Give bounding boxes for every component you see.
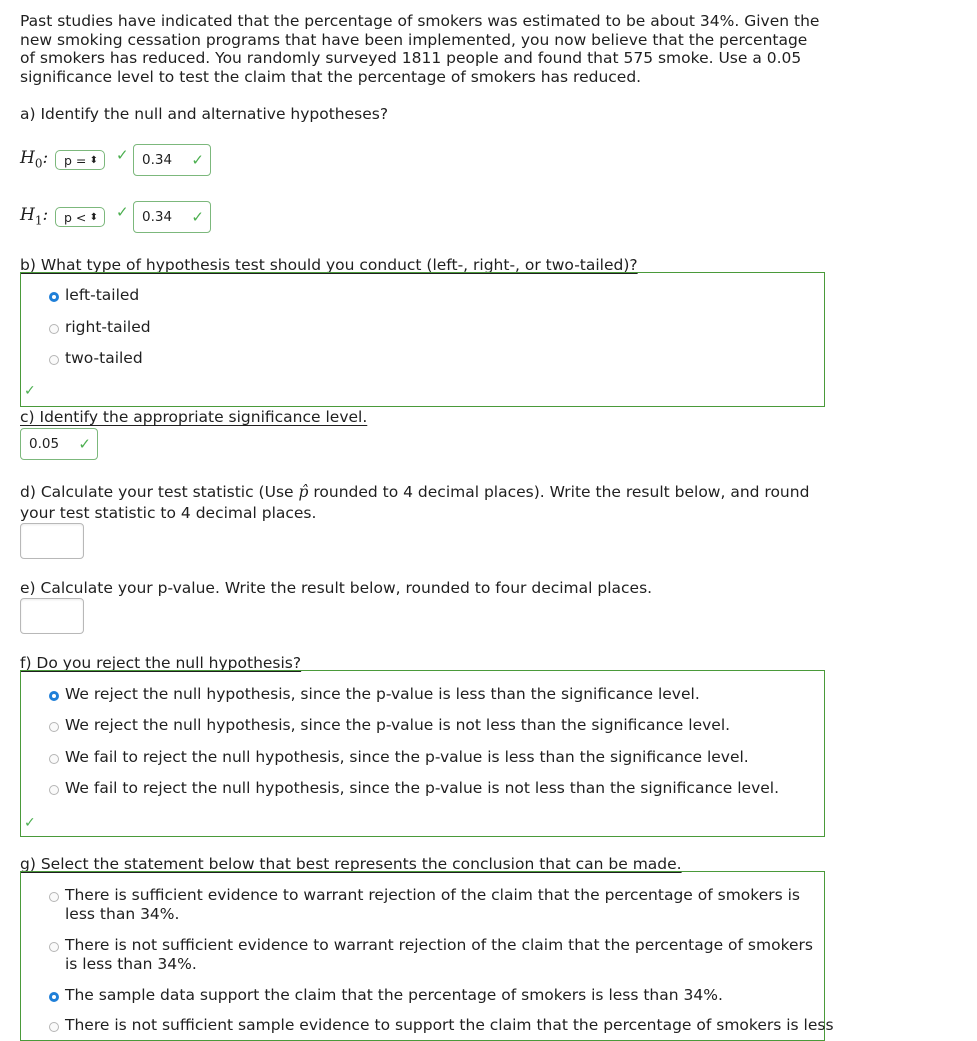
h0-value-field[interactable] — [133, 144, 211, 176]
check-icon: ✓ — [24, 383, 36, 399]
f-option-2[interactable]: We reject the null hypothesis, since the p-value is not less than the significance level. — [65, 716, 731, 734]
h1-value-field[interactable] — [133, 201, 211, 233]
question-a: a) Identify the null and alternative hypotheses? — [20, 105, 389, 123]
radio-two-tailed[interactable] — [49, 355, 59, 365]
question-b: b) What type of hypothesis test should you conduct (left-, right-, or two-tailed)? — [20, 256, 638, 274]
f-option-3[interactable]: We fail to reject the null hypothesis, since the p-value is less than the significance level. — [65, 748, 749, 766]
select-arrows-icon: ⬍ — [89, 155, 98, 166]
radio-f-option-2[interactable] — [49, 722, 59, 732]
g-option-4[interactable]: There is not sufficient sample evidence to support the claim that the percentage of smokers is less — [65, 1016, 834, 1034]
select-arrows-icon: ⬍ — [89, 212, 98, 223]
g-option-3[interactable]: The sample data support the claim that the percentage of smokers is less than 34%. — [65, 986, 723, 1004]
check-icon: ✓ — [116, 203, 129, 221]
question-e: e) Calculate your p-value. Write the result below, rounded to four decimal places. — [20, 579, 653, 597]
h1-operator-select[interactable] — [55, 207, 105, 227]
g-option-2[interactable]: There is not sufficient evidence to warrant rejection of the claim that the percentage of smokers is less than 34%. — [65, 936, 813, 973]
option-two-tailed[interactable]: two-tailed — [65, 349, 143, 367]
check-icon: ✓ — [191, 151, 204, 169]
question-g: g) Select the statement below that best represents the conclusion that can be made. — [20, 855, 682, 873]
test-statistic-input[interactable] — [20, 523, 84, 559]
radio-left-tailed[interactable] — [49, 292, 59, 302]
h1-label: $H_1$: — [20, 205, 49, 228]
h1-operator-value: p < — [64, 210, 87, 225]
radio-right-tailed[interactable] — [49, 324, 59, 334]
significance-level-field[interactable] — [20, 428, 98, 460]
f-option-4[interactable]: We fail to reject the null hypothesis, since the p-value is not less than the significance level. — [65, 779, 780, 797]
question-f: f) Do you reject the null hypothesis? — [20, 654, 302, 672]
radio-f-option-1[interactable] — [49, 691, 59, 701]
h0-value: 0.34 — [142, 152, 173, 168]
h0-label: $H_0$: — [20, 148, 49, 171]
option-right-tailed[interactable]: right-tailed — [65, 318, 151, 336]
radio-g-option-1[interactable] — [49, 892, 59, 902]
part-b-options-box — [20, 272, 825, 407]
problem-statement: Past studies have indicated that the percentage of smokers was estimated to be about 34%. Given the new smoking cessation programs that have been implemented, you now believe that the percentage of smokers has reduced. You randomly surveyed 1811 people and found that 575 smoke. Use a 0.05 significance level to test the claim that the percentage of smokers has reduced. — [20, 12, 820, 86]
radio-g-option-3[interactable] — [49, 992, 59, 1002]
radio-f-option-3[interactable] — [49, 754, 59, 764]
significance-level-value: 0.05 — [29, 436, 60, 452]
part-g-options-box — [20, 871, 834, 1041]
h1-value: 0.34 — [142, 209, 173, 225]
check-icon: ✓ — [191, 208, 204, 226]
f-option-1[interactable]: We reject the null hypothesis, since the p-value is less than the significance level. — [65, 685, 700, 703]
h0-operator-select[interactable] — [55, 150, 105, 170]
option-left-tailed[interactable]: left-tailed — [65, 286, 140, 304]
check-icon: ✓ — [24, 815, 36, 831]
question-d: d) Calculate your test statistic (Use p̂ rounded to 4 decimal places). Write the result below, and round your test statistic to 4 decimal places. — [20, 483, 810, 522]
check-icon: ✓ — [116, 146, 129, 164]
h0-operator-value: p = — [64, 153, 87, 168]
g-option-1[interactable]: There is sufficient evidence to warrant rejection of the claim that the percentage of smokers is less than 34%. — [65, 886, 800, 923]
radio-f-option-4[interactable] — [49, 785, 59, 795]
p-value-input[interactable] — [20, 598, 84, 634]
check-icon: ✓ — [78, 435, 91, 453]
p-hat-symbol: p̂ — [298, 483, 309, 501]
part-f-options-box — [20, 670, 825, 837]
radio-g-option-2[interactable] — [49, 942, 59, 952]
question-c: c) Identify the appropriate significance level. — [20, 408, 368, 426]
